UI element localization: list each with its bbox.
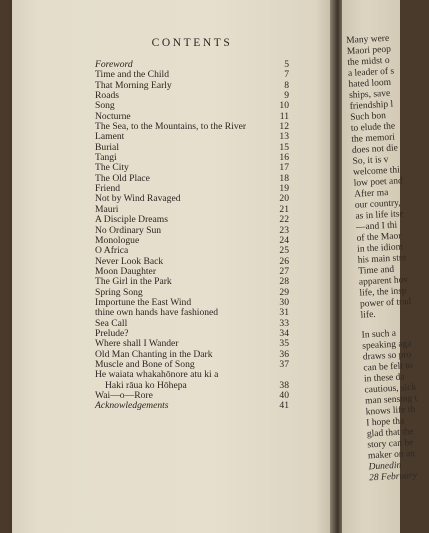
toc-entry-title: Muscle and Bone of Song	[95, 358, 195, 370]
toc-entry-title: Lament	[95, 131, 125, 143]
right-page-line: his main stre	[357, 253, 407, 266]
right-page-line: to elude the	[350, 121, 396, 134]
right-page-line: 28 February	[368, 470, 418, 484]
right-page-line: speaking aga	[362, 338, 412, 352]
toc-entry-title: Tangi	[95, 152, 117, 164]
right-page-line: knows life th	[365, 404, 416, 418]
toc-entry-page: 34	[279, 327, 289, 339]
right-page-line: friendship l	[349, 99, 394, 112]
toc-entry-page: 37	[279, 358, 289, 370]
toc-entry-page: 30	[279, 296, 289, 308]
toc-entry-title: Mauri	[95, 203, 119, 215]
toc-entry-page: 17	[279, 162, 289, 174]
right-page-line: the memori	[351, 132, 396, 145]
toc-entry	[83, 215, 289, 225]
right-page-line: After ma	[354, 188, 389, 200]
toc-entry-page: 26	[279, 255, 289, 267]
toc-entry-title: A Disciple Dreams	[95, 214, 169, 226]
toc-entry	[83, 401, 289, 411]
toc-entry-page: 40	[279, 390, 289, 401]
toc-entry-title: Spring Song	[95, 286, 143, 298]
toc-entry-title: Monologue	[95, 234, 140, 246]
right-page-line: in the idiom	[356, 242, 404, 255]
toc-entry-title: The Old Place	[95, 172, 150, 184]
toc-entry-page: 33	[279, 317, 289, 329]
right-page-line: does not die	[351, 143, 399, 156]
toc-entry-page: 9	[284, 90, 289, 102]
right-page-line: our country,	[354, 198, 401, 211]
right-page-text	[346, 33, 429, 485]
right-page-line: draws so pro	[362, 350, 412, 363]
toc-entry-title: Wai—o—Rore	[95, 390, 153, 401]
toc-entry-title: thine own hands have fashioned	[95, 307, 219, 319]
toc-entry-title: Haki rāua ko Hōhepa	[105, 379, 187, 391]
toc-entry-title: Importune the East Wind	[95, 296, 192, 308]
toc-entry-title: Foreword	[95, 59, 133, 70]
toc-entry-title: Where shall I Wander	[95, 338, 179, 350]
toc-entry-page: 20	[279, 193, 289, 205]
right-page-line: hated loom	[348, 77, 392, 90]
toc-entry-title: Prelude?	[95, 327, 129, 339]
toc-entry-page: 19	[279, 183, 289, 195]
right-page-line: a leader of s	[347, 66, 395, 79]
toc-entry-title: O Africa	[95, 245, 129, 257]
toc-entry-title: Moon Daughter	[95, 265, 157, 277]
right-page	[342, 0, 418, 533]
toc-entry-page: 13	[279, 131, 289, 143]
toc-entry-page: 25	[279, 245, 289, 257]
toc-entry-title: Old Man Chanting in the Dark	[95, 348, 213, 360]
table-of-contents	[83, 60, 289, 412]
right-page-line: can be felt to	[363, 360, 413, 374]
toc-entry-title: Not by Wind Ravaged	[95, 193, 181, 205]
toc-entry-title: The Sea, to the Mountains, to the River	[95, 121, 247, 133]
toc-entry-page: 36	[279, 348, 289, 360]
right-page-line: Maori peop	[346, 44, 392, 57]
left-page	[12, 0, 342, 533]
toc-entry-title: Burial	[95, 141, 119, 153]
right-page-line: Time and	[358, 264, 395, 277]
toc-entry-title: Song	[95, 100, 115, 112]
toc-entry-title: Time and the Child	[95, 69, 170, 81]
right-page-line: Such bon	[350, 111, 387, 123]
toc-entry-page: 15	[279, 141, 289, 153]
right-page-line: in these da	[363, 372, 405, 385]
toc-entry-title: Acknowledgements	[95, 400, 169, 412]
right-page-line: of the Maor	[356, 231, 402, 244]
toc-entry-title: Never Look Back	[95, 255, 164, 267]
toc-entry-title: The City	[95, 162, 129, 174]
toc-entry-page: 22	[279, 214, 289, 226]
toc-entry-page: 12	[279, 121, 289, 133]
right-page-line: low poet and	[353, 176, 404, 189]
right-page-line: Dunedin	[368, 460, 402, 473]
toc-entry-page: 27	[279, 265, 289, 277]
right-page-line: life.	[360, 309, 376, 321]
toc-entry-title: Sea Call	[95, 317, 128, 329]
toc-entry-page: 16	[279, 152, 289, 164]
toc-entry-page: 11	[279, 110, 289, 122]
right-page-line: apparent hov	[358, 275, 409, 288]
right-page-line: maker on an	[367, 448, 416, 462]
toc-entry-page: 35	[279, 338, 289, 350]
toc-entry-page: 23	[279, 224, 289, 236]
toc-entry-title: Friend	[95, 183, 121, 195]
right-page-line: ships, save	[348, 88, 391, 101]
right-page-line: In such a	[361, 328, 397, 341]
toc-entry-page: 8	[284, 79, 289, 91]
right-page-line: welcome thi	[352, 165, 401, 178]
right-page-line: So, it is v	[352, 154, 389, 167]
right-page-line: man sensing t	[364, 393, 418, 407]
toc-entry-page: 41	[279, 400, 289, 412]
right-page-line: Many were	[346, 33, 390, 46]
toc-entry-page: 7	[284, 69, 289, 81]
toc-entry-title: Nocturne	[95, 110, 131, 122]
toc-entry	[83, 277, 289, 287]
toc-entry-page: 29	[279, 286, 289, 298]
right-page-line: the midst o	[347, 55, 390, 68]
right-page-line: cautious, sick	[364, 382, 417, 396]
toc-entry-page: 28	[279, 276, 289, 288]
toc-entry-page: 10	[279, 100, 289, 112]
right-page-line: as in life itse	[355, 209, 404, 222]
right-page-line: glad that the	[366, 427, 415, 440]
toc-entry-page: 31	[279, 307, 289, 319]
toc-entry-page: 18	[279, 172, 289, 184]
right-page-line: power of trad	[359, 296, 412, 310]
right-page-line: story can be	[367, 438, 414, 451]
right-page-line: —and I thi	[355, 220, 398, 233]
page-title: CONTENTS	[151, 37, 233, 49]
toc-entry-title: Roads	[95, 90, 119, 102]
right-page-line: life, the insp	[359, 286, 407, 299]
toc-entry-page: 21	[279, 203, 289, 215]
toc-entry-title: That Morning Early	[95, 79, 172, 91]
toc-entry-page: 38	[279, 379, 289, 391]
toc-entry-title: No Ordinary Sun	[95, 224, 162, 236]
toc-entry-title: He waiata whakahōnore atu ki a	[95, 369, 219, 381]
toc-entry-page: 24	[279, 234, 289, 246]
toc-entry-title: The Girl in the Park	[95, 276, 172, 288]
toc-entry-page: 5	[284, 59, 289, 70]
right-page-line: I hope tha	[366, 416, 405, 429]
toc-entry	[83, 246, 289, 256]
